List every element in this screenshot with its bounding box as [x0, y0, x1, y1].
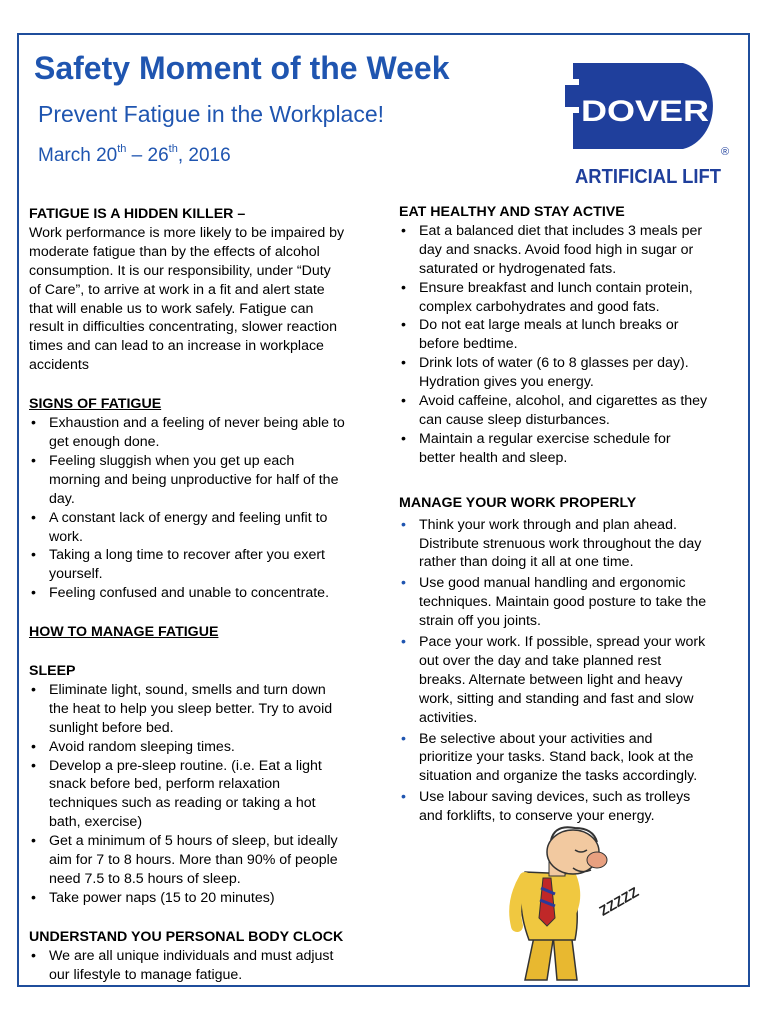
list-item: • Take power naps (15 to 20 minutes): [31, 889, 275, 906]
manage-work-list: [399, 516, 744, 827]
list-item: • We are all unique individuals and must adjust our lifestyle to manage fatigue.: [31, 947, 334, 983]
list-item: • Taking a long time to recover after you exert yourself.: [31, 547, 326, 583]
list-item: • Eliminate light, sound, smells and turn down the heat to help you sleep better. Try to avoid sunlight before bed.: [31, 681, 333, 736]
left-column: [29, 205, 384, 985]
list-item: • Avoid caffeine, alcohol, and cigarettes as they can cause sleep disturbances.: [401, 393, 708, 428]
text-line: result in difficulties concentrating, slower reaction: [29, 319, 338, 336]
list-item: • Exhaustion and a feeling of never being able to get enough done.: [31, 415, 345, 450]
list-item: • Develop a pre-sleep routine. (i.e. Eat a light snack before bed, perform relaxation techniques such as reading or taking a hot bath, exercise): [31, 757, 322, 831]
sleep-list: [29, 681, 384, 908]
text-line: times and can lead to an increase in workplace: [29, 338, 324, 355]
list-item: • Use labour saving devices, such as trolleys and forklifts, to conserve your energy.: [401, 789, 691, 825]
page-title: Safety Moment of the Week: [34, 50, 450, 86]
list-item: • Eat a balanced diet that includes 3 meals per day and snacks. Avoid food high in sugar or saturated or hydrogenated fats.: [401, 222, 703, 277]
sleep-zzz-text: ZZZZZ: [596, 883, 642, 919]
list-item: • Drink lots of water (6 to 8 glasses per day). Hydration gives you energy.: [401, 355, 689, 391]
list-item: • Use good manual handling and ergonomic techniques. Maintain good posture to take the strain off you joints.: [401, 575, 707, 630]
sleepy-worker-illustration: [495, 822, 645, 982]
paragraph-hidden-killer: [29, 224, 384, 375]
list-item: • Avoid random sleeping times.: [31, 738, 235, 755]
text-line: moderate fatigue than by the effects of alcohol: [29, 243, 320, 260]
list-item: • Pace your work. If possible, spread your work out over the day and take planned rest breaks. Alternate between light and heavy work, sitting and standing and fast and slow activities.: [401, 634, 706, 726]
eat-healthy-list: [399, 222, 744, 468]
dover-logo: [565, 57, 733, 189]
list-item: • Be selective about your activities and prioritize your tasks. Stand back, look at the situation and organize the tasks accordingly.: [401, 730, 698, 785]
heading-signs-of-fatigue: SIGNS OF FATIGUE: [29, 396, 162, 413]
page-subtitle: Prevent Fatigue in the Workplace!: [38, 101, 385, 127]
list-item: • Ensure breakfast and lunch contain protein, complex carbohydrates and good fats.: [401, 279, 693, 315]
text-line: of Care”, to arrive at work in a fit and alert state: [29, 281, 325, 298]
date-range: March 20th – 26th, 2016: [38, 143, 231, 166]
heading-eat-healthy: EAT HEALTHY AND STAY ACTIVE: [399, 204, 625, 220]
text-line: consumption. It is our responsibility, under “Duty: [29, 262, 331, 279]
list-item: • Do not eat large meals at lunch breaks or before bedtime.: [401, 317, 679, 353]
signs-list: [29, 414, 384, 603]
heading-hidden-killer: FATIGUE IS A HIDDEN KILLER –: [29, 206, 246, 222]
right-column: [399, 203, 744, 828]
text-line: Work performance is more likely to be impaired by: [29, 224, 345, 241]
logo-bar: [565, 85, 579, 107]
list-item: • Think your work through and plan ahead. Distribute strenuous work throughout the day rather than doing it all at one time.: [401, 516, 702, 571]
logo-word: DOVER: [581, 95, 710, 128]
body-clock-list: [29, 947, 384, 985]
logo-registered: ®: [720, 146, 730, 158]
list-item: • Maintain a regular exercise schedule for better health and sleep.: [401, 430, 671, 466]
list-item: • A constant lack of energy and feeling unfit to work.: [31, 509, 328, 545]
heading-sleep: SLEEP: [29, 663, 76, 680]
heading-body-clock: UNDERSTAND YOU PERSONAL BODY CLOCK: [29, 928, 344, 945]
logo-tagline: ARTIFICIAL LIFT: [575, 166, 721, 188]
text-line: that will enable us to work safely. Fatigue can: [29, 300, 314, 317]
list-item: • Feeling sluggish when you get up each morning and being unproductive for half of the day.: [31, 452, 339, 507]
list-item: • Get a minimum of 5 hours of sleep, but ideally aim for 7 to 8 hours. More than 90% of people need 7.5 to 8.5 hours of sleep.: [31, 833, 338, 887]
text-line: accidents: [29, 357, 89, 374]
heading-manage-work: MANAGE YOUR WORK PROPERLY: [399, 494, 637, 511]
heading-how-to-manage: HOW TO MANAGE FATIGUE: [29, 624, 219, 641]
list-item: • Feeling confused and unable to concentrate.: [31, 585, 330, 602]
